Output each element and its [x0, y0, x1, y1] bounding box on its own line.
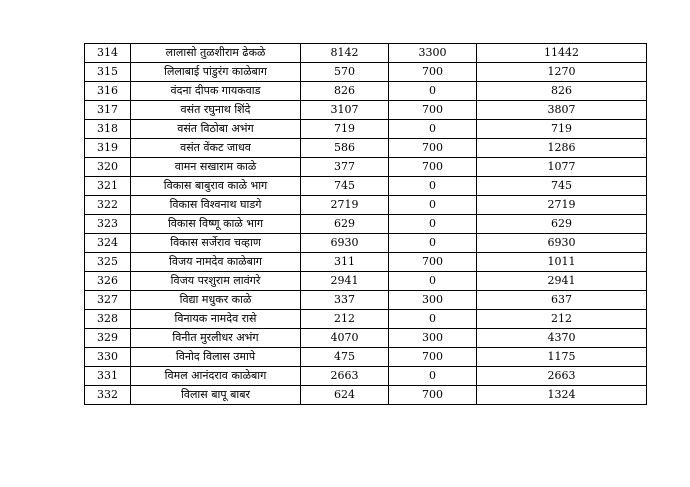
- serial-number-cell: 330: [85, 348, 131, 367]
- amount-a-cell: 377: [301, 158, 389, 177]
- amount-b-cell: 0: [389, 196, 477, 215]
- serial-number-cell: 324: [85, 234, 131, 253]
- amount-a-cell: 719: [301, 120, 389, 139]
- table-row: [85, 329, 647, 348]
- total-cell: 2941: [477, 272, 647, 291]
- serial-number-cell: 323: [85, 215, 131, 234]
- table-row: [85, 196, 647, 215]
- total-cell: 1270: [477, 63, 647, 82]
- amount-a-cell: 337: [301, 291, 389, 310]
- name-cell: वंदना दीपक गायकवाड: [131, 82, 301, 101]
- amount-a-cell: 586: [301, 139, 389, 158]
- name-cell: विकास विश्वनाथ घाडगे: [131, 196, 301, 215]
- name-cell: विनोद विलास उमापे: [131, 348, 301, 367]
- amount-b-cell: 0: [389, 215, 477, 234]
- total-cell: 629: [477, 215, 647, 234]
- amount-b-cell: 700: [389, 63, 477, 82]
- name-cell: विकास सर्जेराव चव्हाण: [131, 234, 301, 253]
- amount-a-cell: 2941: [301, 272, 389, 291]
- name-cell: वसंत रघुनाथ शिंदे: [131, 101, 301, 120]
- name-cell: विजय नामदेव काळेबाग: [131, 253, 301, 272]
- serial-number-cell: 322: [85, 196, 131, 215]
- amount-a-cell: 311: [301, 253, 389, 272]
- serial-number-cell: 320: [85, 158, 131, 177]
- serial-number-cell: 314: [85, 44, 131, 63]
- serial-number-cell: 326: [85, 272, 131, 291]
- table-row: [85, 63, 647, 82]
- records-table-body: [85, 44, 647, 405]
- serial-number-cell: 315: [85, 63, 131, 82]
- amount-a-cell: 212: [301, 310, 389, 329]
- table-row: [85, 291, 647, 310]
- serial-number-cell: 325: [85, 253, 131, 272]
- table-row: [85, 82, 647, 101]
- table-row: [85, 120, 647, 139]
- name-cell: वसंत विठोबा अभंग: [131, 120, 301, 139]
- amount-a-cell: 8142: [301, 44, 389, 63]
- serial-number-cell: 316: [85, 82, 131, 101]
- amount-b-cell: 0: [389, 272, 477, 291]
- table-row: [85, 139, 647, 158]
- serial-number-cell: 332: [85, 386, 131, 405]
- amount-b-cell: 0: [389, 310, 477, 329]
- serial-number-cell: 321: [85, 177, 131, 196]
- total-cell: 826: [477, 82, 647, 101]
- amount-b-cell: 0: [389, 120, 477, 139]
- table-row: [85, 348, 647, 367]
- total-cell: 1175: [477, 348, 647, 367]
- total-cell: 745: [477, 177, 647, 196]
- table-row: [85, 386, 647, 405]
- amount-b-cell: 700: [389, 139, 477, 158]
- table-row: [85, 215, 647, 234]
- name-cell: लिलाबाई पांडुरंग काळेबाग: [131, 63, 301, 82]
- serial-number-cell: 328: [85, 310, 131, 329]
- name-cell: वसंत वेंकट जाधव: [131, 139, 301, 158]
- name-cell: विजय परशुराम लावंगरे: [131, 272, 301, 291]
- table-row: [85, 310, 647, 329]
- amount-a-cell: 570: [301, 63, 389, 82]
- amount-b-cell: 3300: [389, 44, 477, 63]
- name-cell: विकास विष्णू काळे भाग: [131, 215, 301, 234]
- document-page: [84, 43, 647, 405]
- total-cell: 637: [477, 291, 647, 310]
- serial-number-cell: 329: [85, 329, 131, 348]
- amount-b-cell: 0: [389, 367, 477, 386]
- amount-b-cell: 0: [389, 177, 477, 196]
- amount-b-cell: 300: [389, 329, 477, 348]
- name-cell: विमल आनंदराव काळेबाग: [131, 367, 301, 386]
- total-cell: 6930: [477, 234, 647, 253]
- total-cell: 2719: [477, 196, 647, 215]
- amount-b-cell: 700: [389, 386, 477, 405]
- total-cell: 1011: [477, 253, 647, 272]
- name-cell: विलास बापू बाबर: [131, 386, 301, 405]
- amount-a-cell: 2663: [301, 367, 389, 386]
- total-cell: 4370: [477, 329, 647, 348]
- total-cell: 2663: [477, 367, 647, 386]
- table-row: [85, 158, 647, 177]
- serial-number-cell: 319: [85, 139, 131, 158]
- table-row: [85, 367, 647, 386]
- total-cell: 1286: [477, 139, 647, 158]
- amount-a-cell: 6930: [301, 234, 389, 253]
- amount-b-cell: 700: [389, 158, 477, 177]
- total-cell: 212: [477, 310, 647, 329]
- amount-a-cell: 4070: [301, 329, 389, 348]
- serial-number-cell: 331: [85, 367, 131, 386]
- amount-a-cell: 629: [301, 215, 389, 234]
- name-cell: विद्या मधुकर काळे: [131, 291, 301, 310]
- amount-a-cell: 826: [301, 82, 389, 101]
- amount-b-cell: 700: [389, 348, 477, 367]
- total-cell: 719: [477, 120, 647, 139]
- total-cell: 11442: [477, 44, 647, 63]
- table-row: [85, 234, 647, 253]
- table-row: [85, 253, 647, 272]
- serial-number-cell: 318: [85, 120, 131, 139]
- table-row: [85, 272, 647, 291]
- total-cell: 1077: [477, 158, 647, 177]
- amount-b-cell: 0: [389, 234, 477, 253]
- name-cell: विनीत मुरलीधर अभंग: [131, 329, 301, 348]
- amount-a-cell: 745: [301, 177, 389, 196]
- amount-b-cell: 300: [389, 291, 477, 310]
- table-row: [85, 177, 647, 196]
- amount-a-cell: 624: [301, 386, 389, 405]
- name-cell: वामन सखाराम काळे: [131, 158, 301, 177]
- amount-a-cell: 475: [301, 348, 389, 367]
- amount-a-cell: 3107: [301, 101, 389, 120]
- table-row: [85, 101, 647, 120]
- serial-number-cell: 317: [85, 101, 131, 120]
- total-cell: 1324: [477, 386, 647, 405]
- name-cell: लालासो तुळशीराम ढेकळे: [131, 44, 301, 63]
- amount-b-cell: 700: [389, 253, 477, 272]
- amount-b-cell: 700: [389, 101, 477, 120]
- total-cell: 3807: [477, 101, 647, 120]
- name-cell: विकास बाबुराव काळे भाग: [131, 177, 301, 196]
- amount-b-cell: 0: [389, 82, 477, 101]
- name-cell: विनायक नामदेव रासे: [131, 310, 301, 329]
- amount-a-cell: 2719: [301, 196, 389, 215]
- records-table: [84, 43, 647, 405]
- table-row: [85, 44, 647, 63]
- serial-number-cell: 327: [85, 291, 131, 310]
